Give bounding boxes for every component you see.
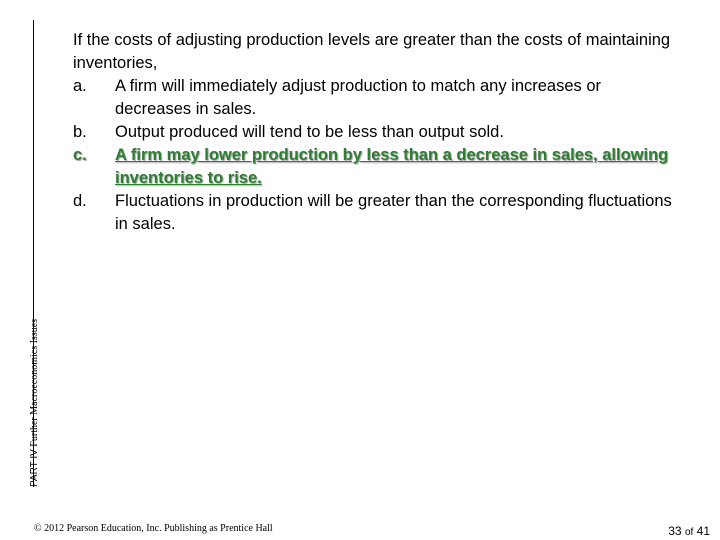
option-letter: b. [73, 123, 87, 141]
option-d [73, 190, 673, 236]
part-side-label [29, 319, 40, 487]
question-stem: If the costs of adjusting production levels are greater than the costs of maintaining inventories, [73, 31, 671, 72]
page-current: 33 [668, 524, 682, 538]
option-letter: d. [73, 192, 87, 210]
page-total: 41 [696, 524, 710, 538]
part-title: Further Macroeconomics Issues [29, 318, 40, 447]
option-text: A firm will immediately adjust production to match any increases or decreases in sales. [115, 77, 602, 118]
option-letter: c. [73, 146, 87, 164]
page-of: of [684, 527, 694, 538]
option-text: Output produced will tend to be less than output sold. [115, 123, 504, 141]
option-a [73, 75, 673, 121]
page-number [668, 524, 710, 538]
option-letter: a. [73, 77, 87, 95]
option-c-correct [73, 144, 673, 190]
question-block [73, 29, 673, 236]
copyright-footer: © 2012 Pearson Education, Inc. Publishing as Prentice Hall [34, 523, 273, 534]
option-text: Fluctuations in production will be greater than the corresponding fluctuations in sales. [115, 192, 672, 233]
option-text: A firm may lower production by less than a decrease in sales, allowing inventories to rise. [115, 146, 669, 187]
part-number: PART IV [29, 449, 40, 487]
option-b [73, 121, 673, 144]
